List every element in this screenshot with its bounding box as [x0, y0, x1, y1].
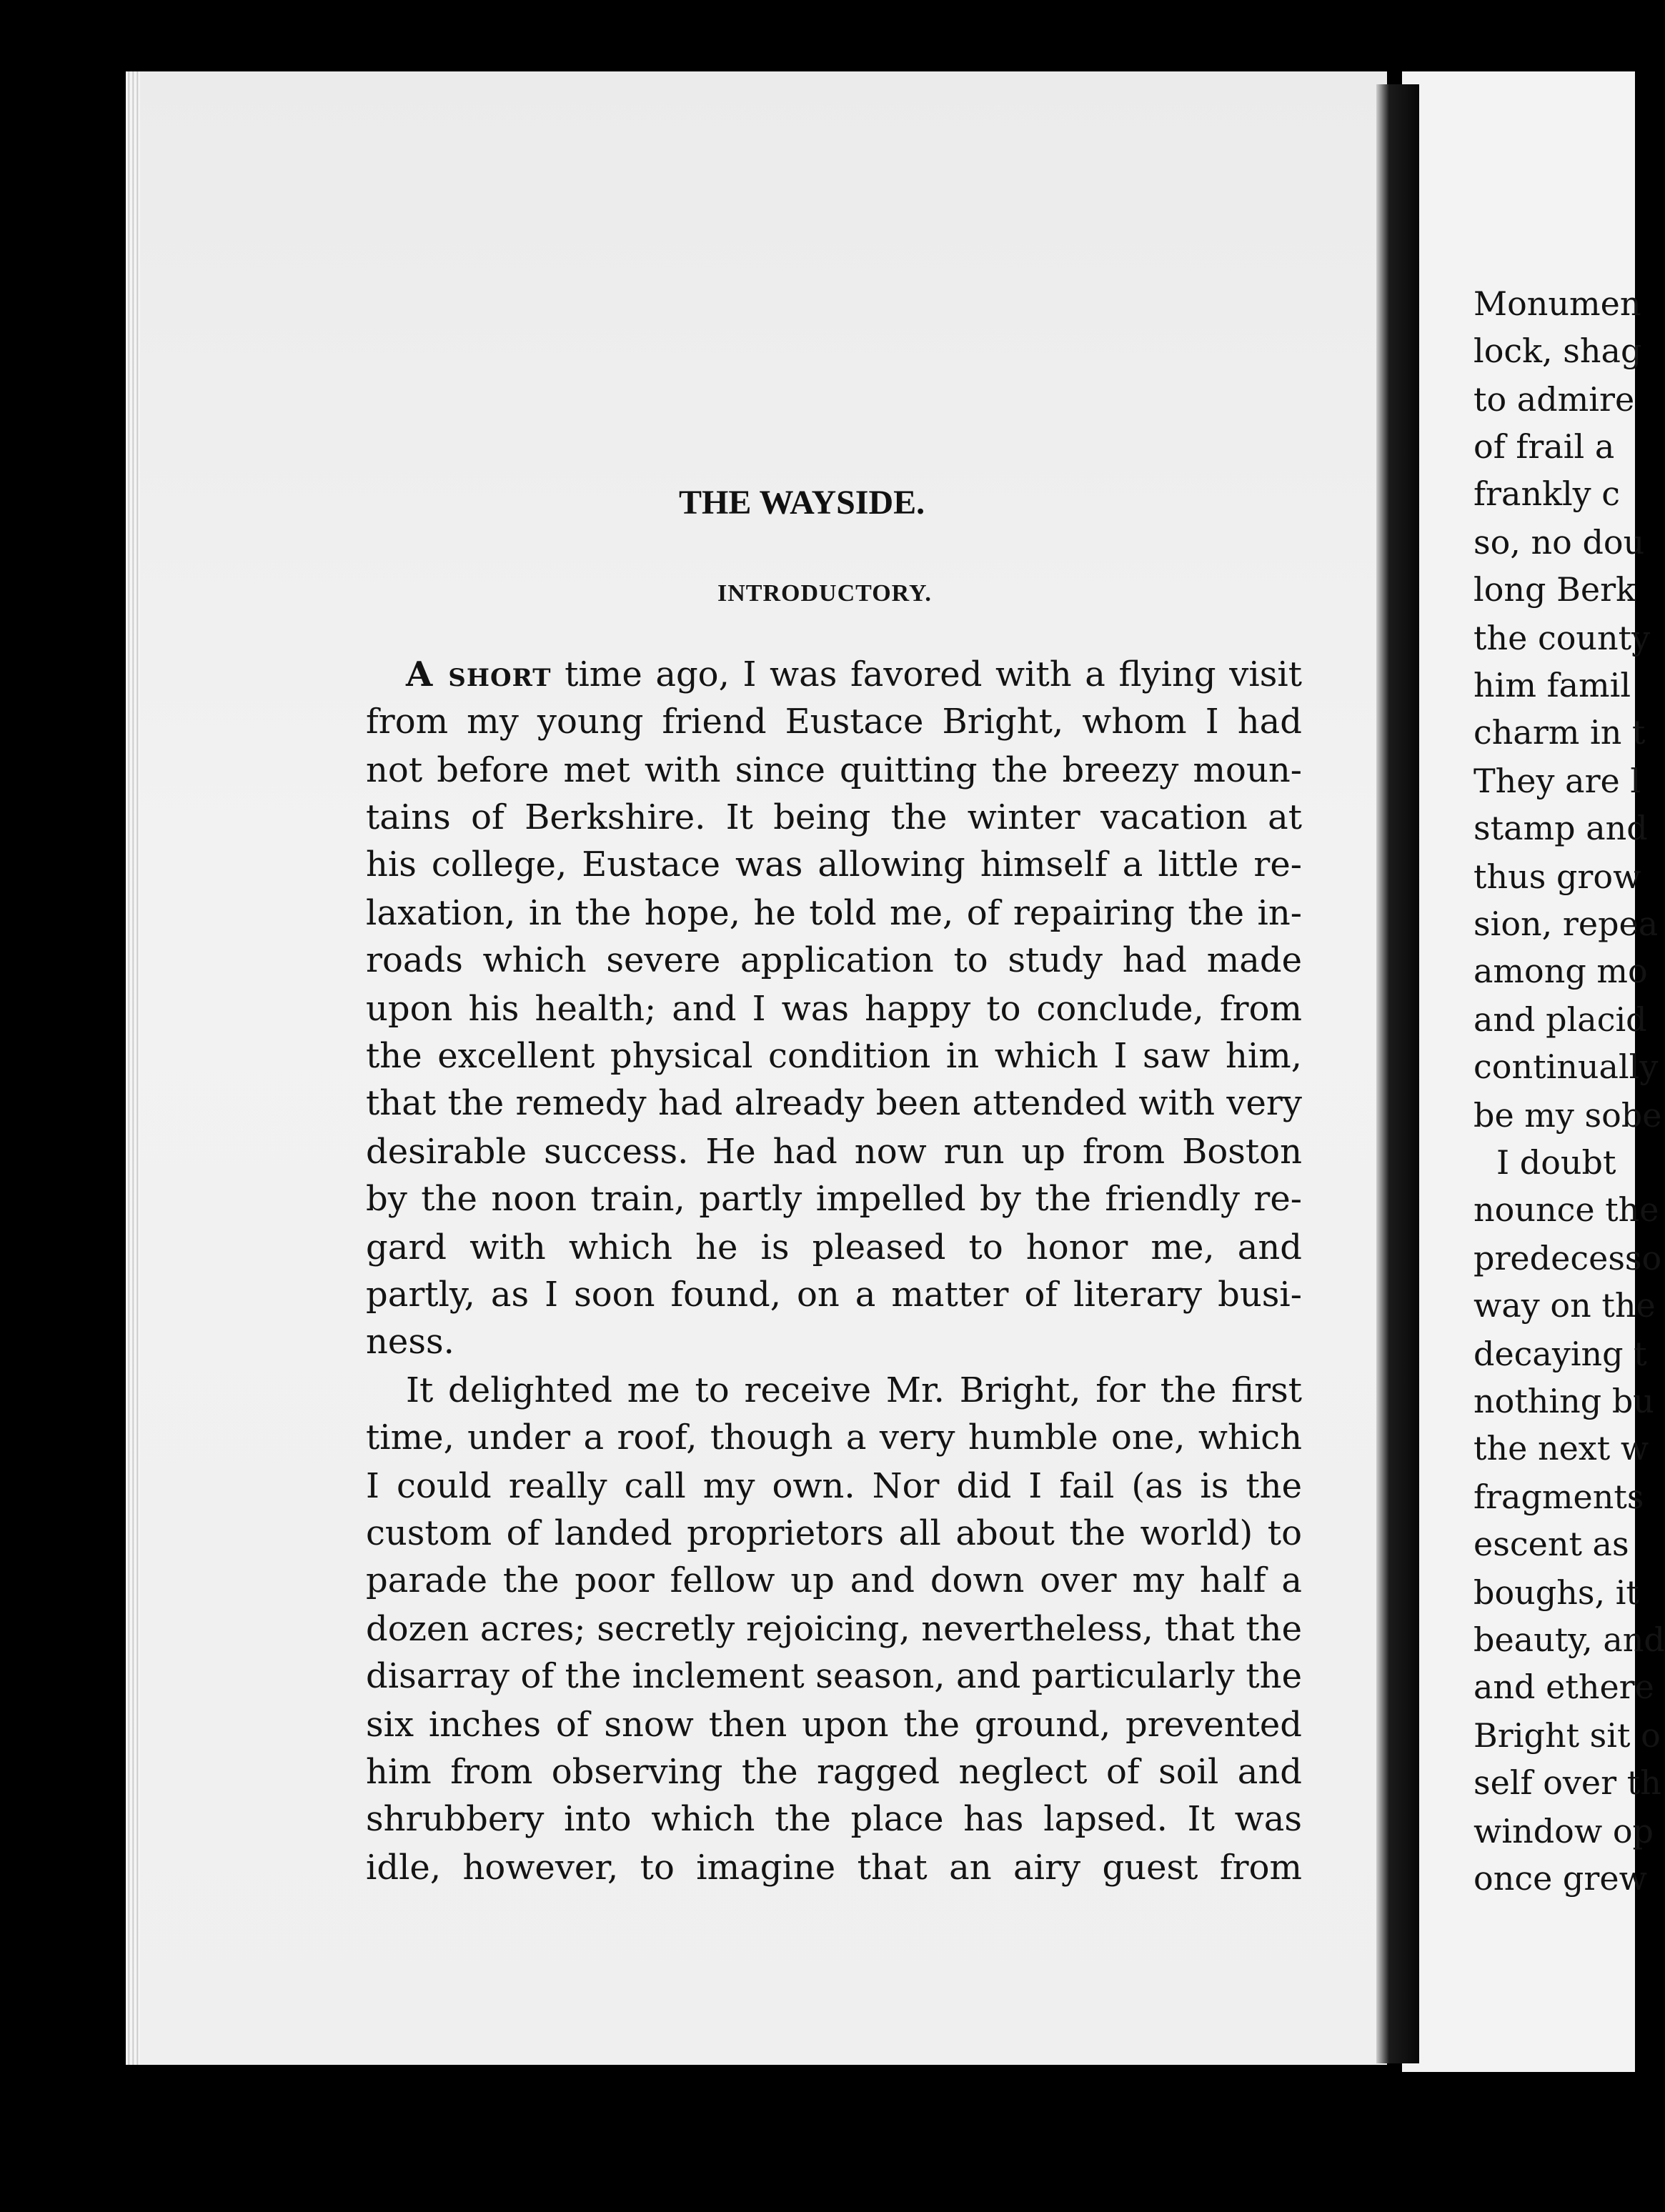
text-line: A short time ago, I was favored with a flying visit — [406, 654, 1302, 694]
text-line: six inches of snow then upon the ground, prevented — [366, 1705, 1302, 1745]
text-line: not before met with since quitting the breezy moun- — [366, 750, 1302, 790]
right-text-line: decaying t — [1473, 1335, 1647, 1373]
right-text-line: and placid — [1473, 1000, 1647, 1039]
right-text-line: long Berk — [1473, 570, 1636, 609]
right-text-line: window op — [1473, 1812, 1654, 1850]
text-line: shrubbery into which the place has lapsed. It was — [366, 1799, 1302, 1839]
text-line: tains of Berkshire. It being the winter vacation at — [366, 797, 1302, 837]
right-text-line: sion, repea — [1473, 905, 1659, 943]
text-line: partly, as I soon found, on a matter of literary busi- — [366, 1275, 1302, 1315]
text-line: his college, Eustace was allowing himself a little re- — [366, 845, 1302, 885]
right-text-line: once grew — [1473, 1859, 1647, 1898]
text-line: I could really call my own. Nor did I fail (as is the — [366, 1466, 1302, 1506]
right-text-line: frankly c — [1473, 474, 1621, 513]
right-text-line: lock, shag — [1473, 332, 1642, 370]
text-line: disarray of the inclement season, and particularly the — [366, 1656, 1302, 1696]
right-text-line: him famil — [1473, 666, 1631, 704]
right-text-line: beauty, and — [1473, 1620, 1665, 1659]
text-line: the excellent physical condition in which I saw him, — [366, 1036, 1302, 1076]
text-line: him from observing the ragged neglect of soil and — [366, 1752, 1302, 1792]
text-line: ness. — [366, 1322, 454, 1362]
right-text-line: nounce the — [1473, 1190, 1659, 1229]
right-text-line: be my sobe — [1473, 1096, 1662, 1135]
right-text-line: Bright sit o — [1473, 1716, 1661, 1755]
right-text-line: nothing bu — [1473, 1382, 1654, 1420]
right-text-line: They are l — [1473, 762, 1641, 800]
text-line: roads which severe application to study had made — [366, 940, 1302, 980]
text-line: parade the poor fellow up and down over my half a — [366, 1560, 1302, 1600]
right-text-line: I doubt — [1496, 1143, 1616, 1182]
right-text-line: escent as — [1473, 1525, 1629, 1563]
right-text-line: way on the — [1473, 1286, 1656, 1325]
text-line: dozen acres; secretly rejoicing, nevertheless, that the — [366, 1609, 1302, 1649]
page-title: THE WAYSIDE. — [679, 484, 925, 522]
text-line: It delighted me to receive Mr. Bright, for the first — [406, 1370, 1302, 1410]
right-text-line: charm in t — [1473, 713, 1646, 752]
text-line: that the remedy had already been attended with very — [366, 1083, 1302, 1123]
right-text-line: to admire — [1473, 380, 1635, 419]
right-text-line: stamp and — [1473, 809, 1648, 847]
right-text-line: Monumen — [1473, 284, 1641, 323]
text-line: custom of landed proprietors all about the world) to — [366, 1513, 1302, 1553]
text-line: by the noon train, partly impelled by the friendly re- — [366, 1179, 1302, 1219]
right-text-line: of frail a — [1473, 427, 1615, 466]
text-line: idle, however, to imagine that an airy guest from — [366, 1848, 1302, 1888]
text-line: desirable success. He had now run up from Boston — [366, 1132, 1302, 1172]
right-text-line: and ethere — [1473, 1668, 1654, 1706]
right-text-line: thus grow — [1473, 857, 1641, 896]
right-text-line: among mo — [1473, 952, 1648, 990]
text-line: upon his health; and I was happy to conclude, from — [366, 989, 1302, 1029]
section-subtitle: INTRODUCTORY. — [717, 580, 932, 607]
text-line: gard with which he is pleased to honor me, and — [366, 1227, 1302, 1267]
text-line: laxation, in the hope, he told me, of repairing the in- — [366, 893, 1302, 933]
text-line: time, under a roof, though a very humble one, which — [366, 1418, 1302, 1458]
book-gutter — [1376, 84, 1419, 2063]
drop-words: A short — [406, 654, 552, 694]
right-text-line: the county — [1473, 619, 1651, 657]
right-text-line: so, no dou — [1473, 523, 1645, 562]
right-text-line: the next w — [1473, 1429, 1649, 1468]
text-line: from my young friend Eustace Bright, whom I had — [366, 702, 1302, 742]
right-text-line: continually — [1473, 1047, 1659, 1086]
right-text-line: predecesso — [1473, 1239, 1662, 1277]
right-text-line: self over th — [1473, 1763, 1661, 1802]
right-text-line: fragments — [1473, 1478, 1644, 1516]
right-text-line: boughs, it — [1473, 1573, 1639, 1612]
